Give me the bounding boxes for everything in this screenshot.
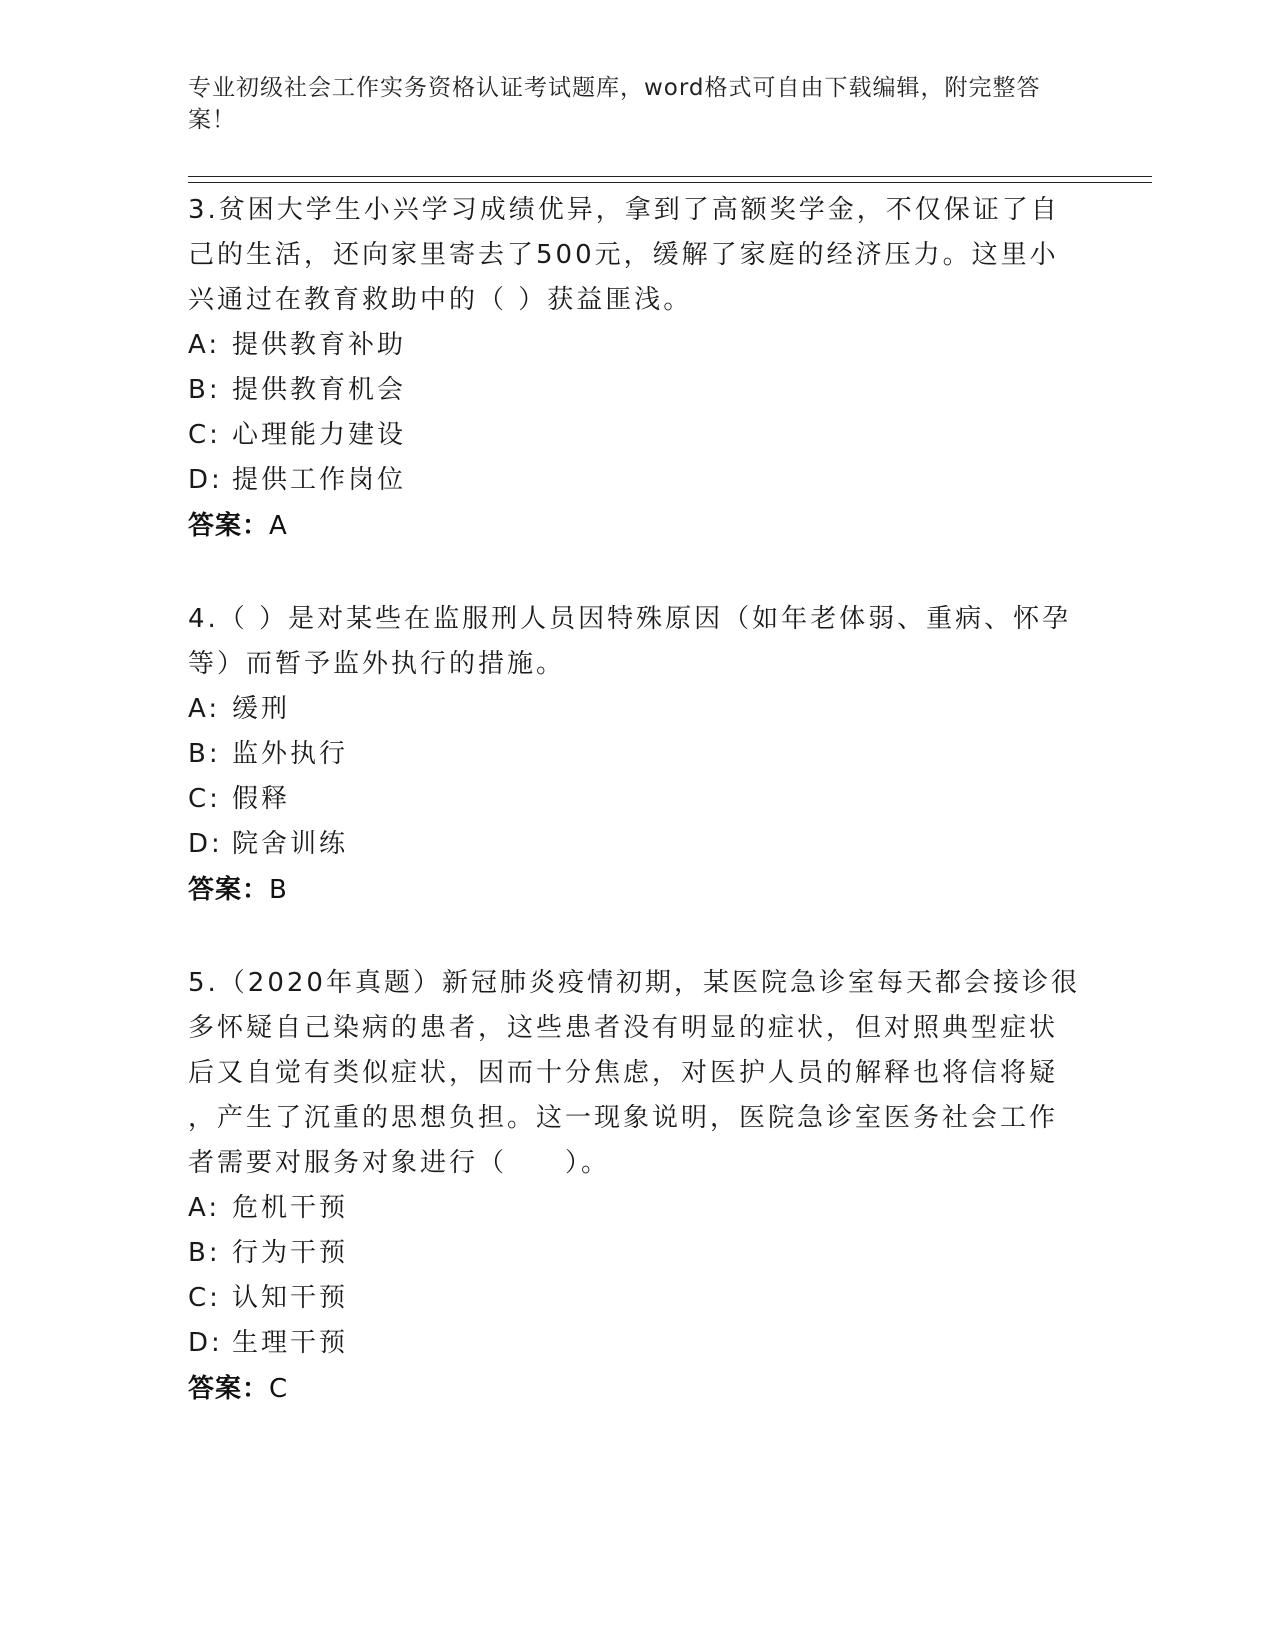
header-line-1: 专业初级社会工作实务资格认证考试题库，word格式可自由下载编辑，附完整答	[188, 75, 1041, 101]
spacer	[188, 913, 1088, 961]
question-text	[188, 188, 1088, 323]
question-line: 3.贫困大学生小兴学习成绩优异，拿到了高额奖学金，不仅保证了自	[188, 195, 1060, 225]
question-line: 后又自觉有类似症状，因而十分焦虑，对医护人员的解释也将信将疑	[188, 1058, 1059, 1088]
option-a	[188, 1186, 1088, 1231]
option-text: 心理能力建设	[232, 420, 407, 450]
answer	[188, 503, 1088, 549]
answer	[188, 867, 1088, 913]
question-list	[188, 188, 1088, 1412]
option-key: A:	[188, 330, 221, 360]
question-5	[188, 961, 1088, 1412]
answer-label: 答案：	[188, 875, 270, 905]
header-divider	[188, 176, 1152, 183]
question-line: 5.（2020年真题）新冠肺炎疫情初期，某医院急诊室每天都会接诊很	[188, 968, 1080, 998]
page-header	[188, 72, 1068, 136]
option-key: B:	[188, 375, 221, 405]
option-key: D:	[188, 829, 223, 859]
question-line: 兴通过在教育救助中的（ ）获益匪浅。	[188, 285, 693, 315]
answer-label: 答案：	[188, 511, 270, 541]
question-text	[188, 597, 1088, 687]
option-text: 提供工作岗位	[232, 465, 407, 495]
option-c	[188, 1276, 1088, 1321]
option-d	[188, 822, 1088, 867]
option-key: A:	[188, 1193, 221, 1223]
option-key: A:	[188, 694, 221, 724]
option-key: C:	[188, 1283, 221, 1313]
option-key: B:	[188, 1238, 221, 1268]
option-b	[188, 732, 1088, 777]
question-line: 4.（ ）是对某些在监服刑人员因特殊原因（如年老体弱、重病、怀孕	[188, 604, 1072, 634]
option-d	[188, 1321, 1088, 1366]
option-c	[188, 413, 1088, 458]
option-text: 危机干预	[232, 1193, 349, 1223]
option-text: 监外执行	[232, 739, 349, 769]
question-line: ，产生了沉重的思想负担。这一现象说明，医院急诊室医务社会工作	[188, 1103, 1059, 1133]
question-line: 己的生活，还向家里寄去了500元，缓解了家庭的经济压力。这里小	[188, 240, 1059, 270]
question-text	[188, 961, 1088, 1186]
answer-value: C	[269, 1374, 288, 1404]
option-key: D:	[188, 465, 223, 495]
option-text: 行为干预	[232, 1238, 349, 1268]
option-b	[188, 1231, 1088, 1276]
option-text: 假释	[232, 784, 291, 814]
option-text: 院舍训练	[232, 829, 349, 859]
option-text: 提供教育补助	[232, 330, 407, 360]
spacer	[188, 549, 1088, 597]
option-text: 认知干预	[232, 1283, 349, 1313]
answer-value: B	[269, 875, 287, 905]
option-a	[188, 323, 1088, 368]
option-d	[188, 458, 1088, 503]
option-b	[188, 368, 1088, 413]
option-a	[188, 687, 1088, 732]
answer-label: 答案：	[188, 1374, 270, 1404]
option-text: 缓刑	[232, 694, 291, 724]
option-key: D:	[188, 1328, 223, 1358]
option-key: B:	[188, 739, 221, 769]
option-text: 生理干预	[232, 1328, 349, 1358]
option-text: 提供教育机会	[232, 375, 407, 405]
option-c	[188, 777, 1088, 822]
header-line-2: 案！	[188, 107, 236, 133]
answer-value: A	[269, 511, 287, 541]
option-key: C:	[188, 784, 221, 814]
question-4	[188, 597, 1088, 913]
question-line: 多怀疑自己染病的患者，这些患者没有明显的症状，但对照典型症状	[188, 1013, 1059, 1043]
question-3	[188, 188, 1088, 549]
question-line: 者需要对服务对象进行（ ）。	[188, 1148, 611, 1178]
answer	[188, 1366, 1088, 1412]
question-line: 等）而暂予监外执行的措施。	[188, 649, 566, 679]
option-key: C:	[188, 420, 221, 450]
